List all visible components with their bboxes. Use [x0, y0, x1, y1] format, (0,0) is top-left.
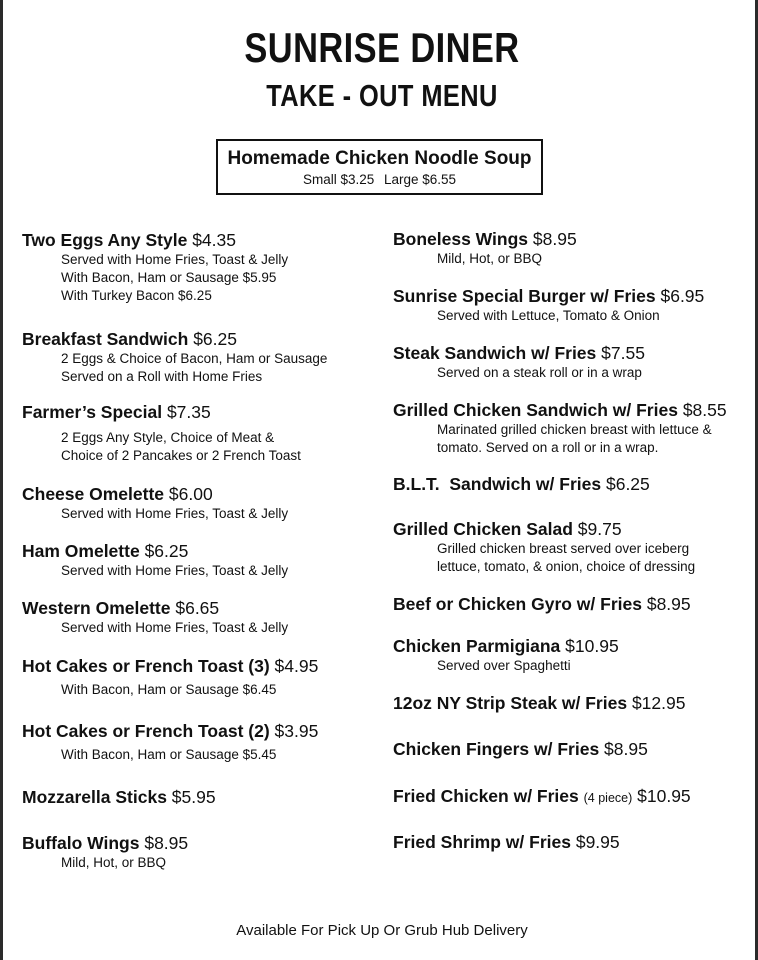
item-price: $9.95 [575, 832, 620, 852]
menu-item [393, 229, 577, 268]
item-name: Fried Shrimp w/ Fries [393, 832, 571, 852]
menu-item [393, 343, 645, 382]
menu-item [22, 484, 288, 523]
item-name: Fried Chicken w/ Fries [393, 786, 579, 806]
item-price: $10.95 [637, 786, 691, 806]
item-price: $4.95 [274, 656, 319, 676]
menu-item [393, 519, 695, 576]
restaurant-name: SUNRISE DINER [244, 24, 520, 71]
menu-item [393, 832, 620, 853]
item-name: Ham Omelette [22, 541, 140, 561]
item-desc: Served with Lettuce, Tomato & Onion [437, 308, 660, 323]
item-price: $6.25 [144, 541, 189, 561]
item-price: $8.55 [682, 400, 727, 420]
item-price: $7.55 [601, 343, 645, 363]
item-desc: With Turkey Bacon $6.25 [61, 288, 212, 303]
item-desc: 2 Eggs Any Style, Choice of Meat & [61, 430, 275, 445]
item-name: 12oz NY Strip Steak w/ Fries [393, 693, 628, 713]
soup-name: Homemade Chicken Noodle Soup [227, 148, 532, 169]
soup-feature-box [216, 139, 543, 195]
item-name: Hot Cakes or French Toast (3) [22, 656, 270, 676]
item-price: $3.95 [274, 721, 319, 741]
menu-item [22, 833, 188, 872]
item-price: $6.25 [605, 474, 650, 494]
item-desc: With Bacon, Ham or Sausage $6.45 [61, 682, 277, 697]
item-name: Two Eggs Any Style [22, 230, 188, 250]
item-price: $8.95 [144, 833, 189, 853]
item-desc: Served over Spaghetti [437, 658, 571, 673]
item-desc: lettuce, tomato, & onion, choice of dressing [437, 559, 696, 574]
menu-item [393, 636, 619, 675]
soup-large-price: Large $6.55 [384, 172, 457, 187]
menu-item [22, 787, 216, 808]
item-name: Chicken Fingers w/ Fries [393, 739, 600, 759]
item-name: Boneless Wings [393, 229, 529, 249]
item-price: $5.95 [171, 787, 216, 807]
item-note: (4 piece) [583, 791, 633, 805]
item-name: Farmer’s Special [22, 402, 163, 422]
menu-item [393, 693, 685, 714]
item-price: $4.35 [192, 230, 236, 250]
item-price: $6.95 [660, 286, 705, 306]
item-desc: Served with Home Fries, Toast & Jelly [61, 252, 289, 267]
item-price: $6.25 [193, 329, 237, 349]
item-desc: With Bacon, Ham or Sausage $5.95 [61, 270, 277, 285]
item-desc: Served with Home Fries, Toast & Jelly [61, 506, 289, 521]
item-name: B.L.T. Sandwich w/ Fries [393, 474, 602, 494]
item-desc: Mild, Hot, or BBQ [61, 855, 167, 870]
menu-item [22, 329, 327, 386]
item-desc: Served with Home Fries, Toast & Jelly [61, 563, 289, 578]
delivery-footer: Available For Pick Up Or Grub Hub Delivery [236, 922, 528, 939]
menu-item [393, 474, 650, 495]
item-desc: Mild, Hot, or BBQ [437, 251, 543, 266]
item-name: Cheese Omelette [22, 484, 165, 504]
item-desc: 2 Eggs & Choice of Bacon, Ham or Sausage [61, 351, 328, 366]
item-desc: Choice of 2 Pancakes or 2 French Toast [61, 448, 301, 463]
item-name: Sunrise Special Burger w/ Fries [393, 286, 656, 306]
item-name: Beef or Chicken Gyro w/ Fries [393, 594, 642, 614]
menu-item [22, 541, 288, 580]
menu-item [22, 402, 301, 465]
soup-small-price: Small $3.25 [302, 172, 375, 187]
item-desc: Marinated grilled chicken breast with lettuce & [437, 422, 712, 437]
menu-item [22, 230, 288, 305]
menu-title: TAKE - OUT MENU [266, 78, 498, 113]
menu-item [22, 598, 288, 637]
menu-item [393, 739, 648, 760]
menu-item [22, 721, 318, 764]
item-price: $6.00 [168, 484, 213, 504]
menu-item [22, 656, 318, 699]
item-name: Breakfast Sandwich [22, 329, 189, 349]
item-name: Chicken Parmigiana [393, 636, 561, 656]
item-name: Grilled Chicken Salad [393, 519, 573, 539]
item-price: $12.95 [631, 693, 686, 713]
item-desc: With Bacon, Ham or Sausage $5.45 [61, 747, 277, 762]
item-desc: tomato. Served on a roll or in a wrap. [437, 440, 659, 455]
menu-item [393, 594, 691, 615]
item-name: Hot Cakes or French Toast (2) [22, 721, 270, 741]
soup-prices [218, 172, 541, 187]
item-name: Western Omelette [22, 598, 171, 618]
item-price: $6.65 [175, 598, 220, 618]
item-price: $8.95 [646, 594, 691, 614]
menu-item [393, 400, 727, 457]
item-price: $9.75 [577, 519, 622, 539]
item-price: $7.35 [166, 402, 211, 422]
item-name: Mozzarella Sticks [22, 787, 167, 807]
item-name: Grilled Chicken Sandwich w/ Fries [393, 400, 678, 420]
item-desc: Served with Home Fries, Toast & Jelly [61, 620, 289, 635]
item-price: $10.95 [565, 636, 619, 656]
menu-page [3, 0, 755, 960]
item-name: Steak Sandwich w/ Fries [393, 343, 597, 363]
item-desc: Grilled chicken breast served over iceberg [437, 541, 690, 556]
item-desc: Served on a Roll with Home Fries [61, 369, 263, 384]
item-desc: Served on a steak roll or in a wrap [437, 365, 642, 380]
menu-item [393, 286, 704, 325]
item-price: $8.95 [604, 739, 648, 759]
item-price: $8.95 [532, 229, 577, 249]
menu-item [393, 786, 691, 807]
item-name: Buffalo Wings [22, 833, 140, 853]
